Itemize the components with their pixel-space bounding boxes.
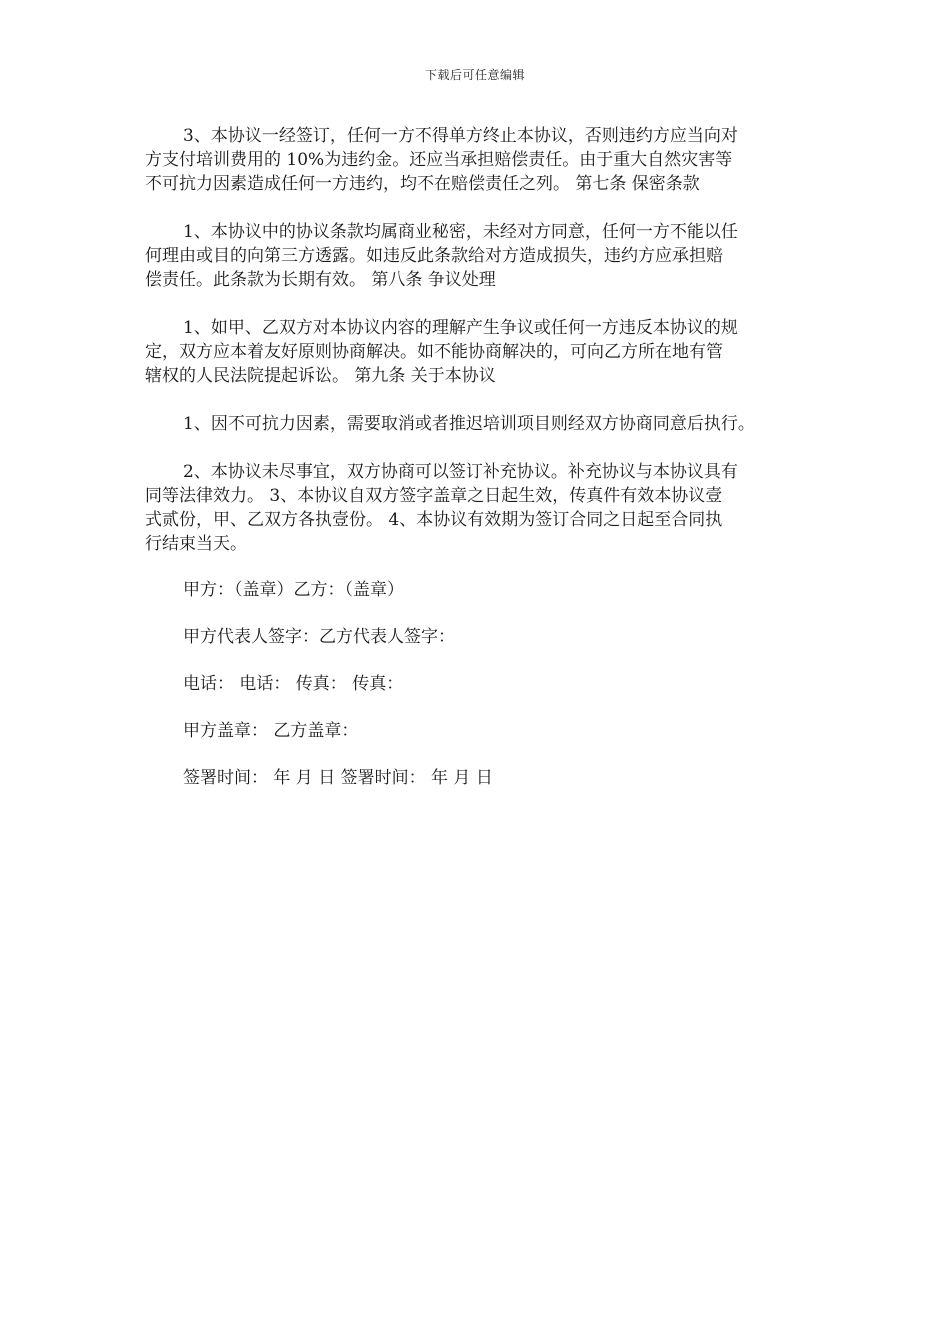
signature-stamp-line: 甲方盖章： 乙方盖章： [183, 721, 359, 741]
paragraph-line: 同等法律效力。 3、本协议自双方签字盖章之日起生效，传真件有效本协议壹 [145, 486, 723, 506]
signature-date-line: 签署时间： 年 月 日 签署时间： 年 月 日 [183, 768, 493, 788]
signature-representative-line: 甲方代表人签字：乙方代表人签字： [183, 627, 455, 647]
paragraph-line: 2、本协议未尽事宜，双方协商可以签订补充协议。补充协议与本协议具有 [183, 462, 738, 482]
clause-paragraph-3 [145, 316, 817, 388]
clause-paragraph-4 [145, 412, 817, 436]
clause-paragraph-5 [145, 460, 817, 556]
paragraph-line: 何理由或目的向第三方透露。如违反此条款给对方造成损失，违约方应承担赔 [145, 246, 723, 266]
paragraph-line: 1、本协议中的协议条款均属商业秘密，未经对方同意，任何一方不能以任 [183, 222, 738, 242]
paragraph-line: 1、因不可抗力因素，需要取消或者推迟培训项目则经双方协商同意后执行。 [183, 414, 755, 434]
paragraph-line: 方支付培训费用的 10%为违约金。还应当承担赔偿责任。由于重大自然灾害等 [145, 150, 733, 170]
clause-paragraph-2 [145, 220, 817, 292]
clause-paragraph-1 [145, 124, 817, 196]
signature-contact-line: 电话： 电话： 传真： 传真： [183, 674, 404, 694]
paragraph-line: 式贰份，甲、乙双方各执壹份。 4、本协议有效期为签订合同之日起至合同执 [145, 510, 723, 530]
page-header: 下载后可任意编辑 [424, 68, 525, 82]
paragraph-line: 偿责任。此条款为长期有效。 第八条 争议处理 [145, 270, 496, 290]
paragraph-line: 辖权的人民法院提起诉讼。 第九条 关于本协议 [145, 366, 496, 386]
paragraph-line: 1、如甲、乙双方对本协议内容的理解产生争议或任何一方违反本协议的规 [183, 318, 738, 338]
paragraph-line: 行结束当天。 [145, 534, 247, 554]
paragraph-line: 不可抗力因素造成任何一方违约，均不在赔偿责任之列。 第七条 保密条款 [145, 174, 700, 194]
signature-seal-line: 甲方：（盖章）乙方：（盖章） [183, 580, 404, 600]
paragraph-line: 定，双方应本着友好原则协商解决。如不能协商解决的，可向乙方所在地有管 [145, 342, 723, 362]
signature-block [145, 578, 817, 813]
document-body [145, 124, 817, 813]
paragraph-line: 3、本协议一经签订，任何一方不得单方终止本协议，否则违约方应当向对 [183, 126, 738, 146]
